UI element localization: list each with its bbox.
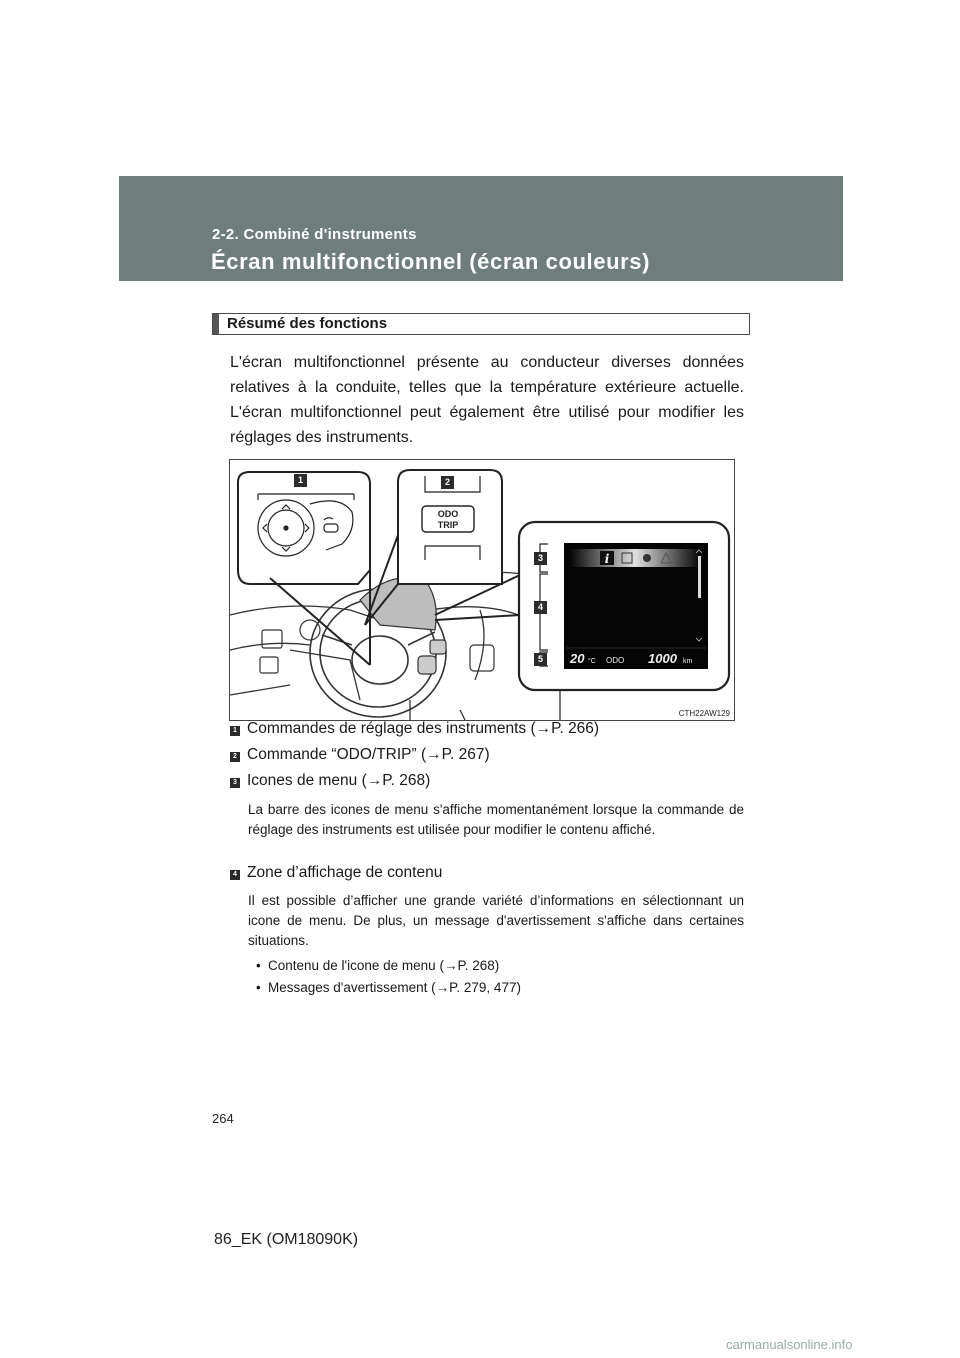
callout-2: 2 xyxy=(441,476,454,489)
button-label-trip: TRIP xyxy=(437,520,459,530)
description-icons: La barre des icones de menu s'affiche momentanément lorsque la commande de réglage des instruments est utilisée pour modifier le contenu affiché. xyxy=(248,802,744,837)
legend-text: Commande “ODO/TRIP” (→P. 267) xyxy=(247,746,490,763)
callout-3: 3 xyxy=(534,552,547,565)
legend-item-3 xyxy=(230,772,430,790)
footer-code: 86_EK (OM18090K) xyxy=(214,1231,359,1248)
bullet-item: • Messages d'avertissement (→P. 279, 477) xyxy=(256,980,521,995)
figure-code: CTH22AW129 xyxy=(678,709,730,718)
legend-item-4 xyxy=(230,864,442,882)
description-content: Il est possible d’afficher une grande variété d’informations en sélectionnant un icone de menu. De plus, un message d'avertissement s'affiche dans certaines situations. xyxy=(248,893,744,948)
subheading-box xyxy=(212,313,750,335)
display-odo-value: 1000 xyxy=(648,651,677,666)
button-label-odo: ODO xyxy=(437,509,459,519)
bullet-item: • Contenu de l'icone de menu (→P. 268) xyxy=(256,958,500,973)
display-odo-label: ODO xyxy=(606,656,625,665)
instrument-figure xyxy=(229,459,735,721)
legend-number: 4 xyxy=(230,870,240,880)
dashboard-illustration xyxy=(230,460,734,720)
legend-number: 1 xyxy=(230,726,240,736)
display-odo-unit: km xyxy=(683,658,693,665)
display-temp-unit: °C xyxy=(588,658,596,665)
legend-text: Commandes de réglage des instruments (→P. 266) xyxy=(247,720,600,737)
svg-text:i: i xyxy=(604,552,610,566)
legend-number: 2 xyxy=(230,752,240,762)
legend-text: Icones de menu (→P. 268) xyxy=(247,772,431,789)
legend-item-1 xyxy=(230,720,599,738)
callout-5: 5 xyxy=(534,653,547,666)
legend-item-2 xyxy=(230,746,490,764)
page-title: Écran multifonctionnel (écran couleurs) xyxy=(211,249,651,274)
legend-number: 3 xyxy=(230,778,240,788)
subheading-bar xyxy=(213,314,219,334)
intro-paragraph: L'écran multifonctionnel présente au conducteur diverses données relatives à la conduite, telles que la température extérieure actuelle. L'écran multifonctionnel peut également être utilisé pour modifier les réglages des instruments. xyxy=(230,354,744,446)
page-number: 264 xyxy=(212,1111,234,1126)
legend-text: Zone d’affichage de contenu xyxy=(247,864,443,881)
section-label: 2-2. Combiné d'instruments xyxy=(212,226,417,243)
callout-4: 4 xyxy=(534,601,547,614)
watermark: carmanualsonline.info xyxy=(726,1337,853,1352)
subheading-text: Résumé des fonctions xyxy=(227,315,388,332)
display-temp: 20 xyxy=(570,651,585,666)
callout-1: 1 xyxy=(294,474,307,487)
